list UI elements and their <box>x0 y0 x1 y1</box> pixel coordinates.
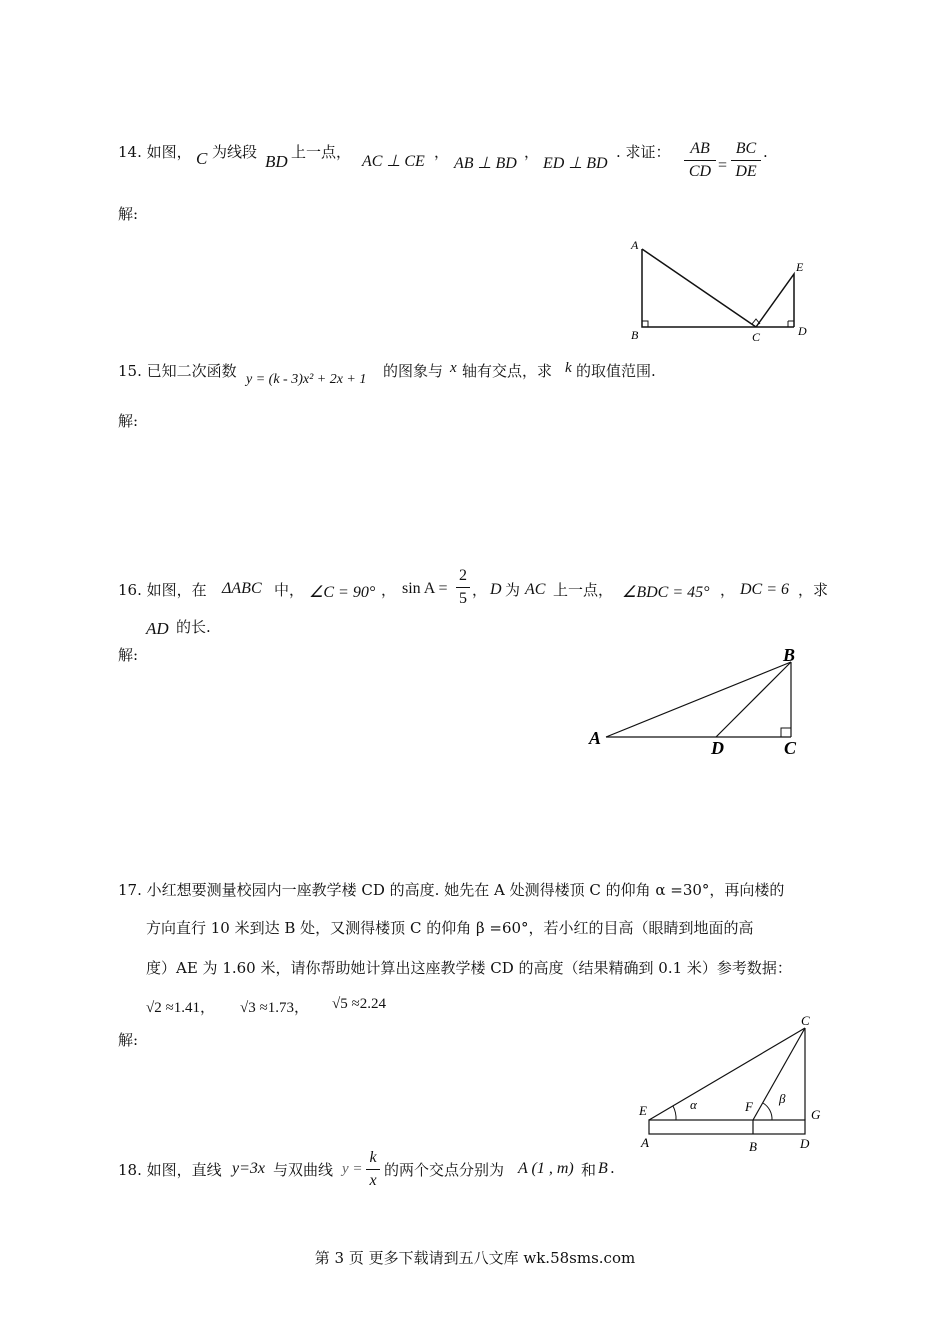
q14-condition-1: AC ⊥ CE <box>362 153 425 170</box>
q17-label-e: E <box>639 1103 647 1118</box>
q17-label-b: B <box>749 1139 757 1154</box>
q14-number: 14. 如图， <box>118 143 192 161</box>
q16-text: 上一点， <box>553 581 614 599</box>
q15-answer-label: 解: <box>118 412 139 430</box>
q15-text: 的取值范围. <box>576 362 656 380</box>
q14-comma: ， <box>524 143 540 161</box>
q18-frac-den: x <box>369 1172 377 1189</box>
q16-point-d: D <box>490 581 502 598</box>
q14-fraction-ab-cd <box>684 140 716 181</box>
q16-angle-bdc: ∠BDC = 45° <box>622 584 710 601</box>
q14-condition-2: AB ⊥ BD <box>454 155 517 172</box>
q17-answer-label: 解: <box>118 1031 139 1049</box>
q14-label-d: D <box>798 324 807 338</box>
q14-period: . <box>763 143 768 161</box>
q17-label-c: C <box>801 1013 810 1028</box>
q17-data-sqrt3: √3 ≈1.73， <box>240 1000 309 1016</box>
q14-frac1-den: CD <box>688 163 712 180</box>
q14-fraction-bc-de <box>731 140 761 181</box>
q14-label-a: A <box>631 238 639 252</box>
q14-frac2-num: BC <box>735 140 757 157</box>
q16-label-d: D <box>711 738 724 758</box>
q16-comma: ， <box>381 581 397 599</box>
q16-answer-label: 解: <box>118 646 139 664</box>
q16-sin-fraction <box>456 567 470 608</box>
q18-y: y = <box>342 1161 363 1177</box>
q17-label-beta: β <box>779 1091 786 1106</box>
q14-condition-3: ED ⊥ BD <box>543 155 608 172</box>
q18-text: 的两个交点分别为 <box>384 1161 505 1179</box>
q18-line-eq: y=3x <box>232 1160 265 1177</box>
q16-text: 为 <box>505 581 521 599</box>
q18-text: 和 <box>581 1161 597 1179</box>
q14-frac2-den: DE <box>735 163 757 180</box>
q18-text: 与双曲线 <box>273 1161 334 1179</box>
q17-label-a: A <box>641 1135 649 1150</box>
q16-triangle: ΔABC <box>222 580 262 597</box>
q14-comma: ， <box>434 143 450 161</box>
q17-data-sqrt2: √2 ≈1.41， <box>146 1000 215 1016</box>
q18-point-a: A (1 , m) <box>518 1160 574 1177</box>
q14-label-c: C <box>752 330 761 344</box>
q14-equals: = <box>718 157 728 174</box>
q17-line-1: 17. 小红想要测量校园内一座教学楼 CD 的高度. 她先在 A 处测得楼顶 C 的仰角 α =30°，再向楼的 <box>118 881 785 899</box>
q14-frac1-num: AB <box>690 140 710 157</box>
q17-label-f: F <box>745 1099 753 1114</box>
q16-angle-c: ∠C = 90° <box>309 584 376 601</box>
q15-x: x <box>450 360 457 376</box>
q16-label-c: C <box>784 738 797 758</box>
q16-sin-a: sin A = <box>402 580 448 597</box>
page-footer: 第 3 页 更多下载请到五八文库 wk.58sms.com <box>314 1249 636 1267</box>
q14-text: 上一点， <box>291 143 352 161</box>
q15-formula: y = (k - 3)x² + 2x + 1 <box>246 372 367 387</box>
q18-number: 18. 如图，直线 <box>118 1161 222 1179</box>
q16-comma: ， <box>472 581 488 599</box>
q14-answer-label: 解: <box>118 205 139 223</box>
q17-label-g: G <box>811 1107 821 1122</box>
q14-label-b: B <box>631 328 639 342</box>
q16-text: 的长. <box>176 618 211 636</box>
q17-line-2: 方向直行 10 米到达 B 处，又测得楼顶 C 的仰角 β =60°，若小红的目高（眼睛到地面的高 <box>146 919 754 937</box>
q16-text: 中， <box>274 581 305 599</box>
q16-text: ，求 <box>798 581 829 599</box>
q17-label-d: D <box>800 1136 810 1151</box>
q14-text: 为线段 <box>212 143 258 161</box>
q15-number: 15. 已知二次函数 <box>118 362 237 380</box>
q17-line-3: 度）AE 为 1.60 米，请你帮助她计算出这座教学楼 CD 的高度（结果精确到 0.1 米）参考数据： <box>146 959 792 977</box>
q15-text: 轴有交点，求 <box>462 362 553 380</box>
q18-period: . <box>610 1159 615 1177</box>
q18-frac-num: k <box>369 1149 377 1166</box>
q16-segment-ac: AC <box>525 581 546 598</box>
q18-fraction <box>366 1149 380 1190</box>
q16-comma: ， <box>720 581 736 599</box>
q16-dc: DC = 6 <box>740 581 790 598</box>
q16-sin-den: 5 <box>459 590 467 607</box>
q16-figure <box>580 640 810 765</box>
q14-point-c: C <box>196 149 208 168</box>
q18-point-b: B <box>598 1160 608 1177</box>
q16-label-b: B <box>783 645 796 665</box>
q16-label-a: A <box>589 728 602 748</box>
q17-data-sqrt5: √5 ≈2.24 <box>332 996 386 1012</box>
q17-label-alpha: α <box>690 1097 697 1112</box>
q16-number: 16. 如图，在 <box>118 581 207 599</box>
q16-sin-num: 2 <box>459 567 467 584</box>
q14-label-e: E <box>796 260 804 274</box>
q14-segment-bd: BD <box>265 152 288 171</box>
q15-k: k <box>565 360 572 376</box>
q14-figure <box>620 235 820 345</box>
q14-prove: . 求证： <box>616 143 671 161</box>
q17-figure <box>630 1010 830 1160</box>
q16-segment-ad: AD <box>146 619 169 638</box>
q15-text: 的图象与 <box>383 362 444 380</box>
